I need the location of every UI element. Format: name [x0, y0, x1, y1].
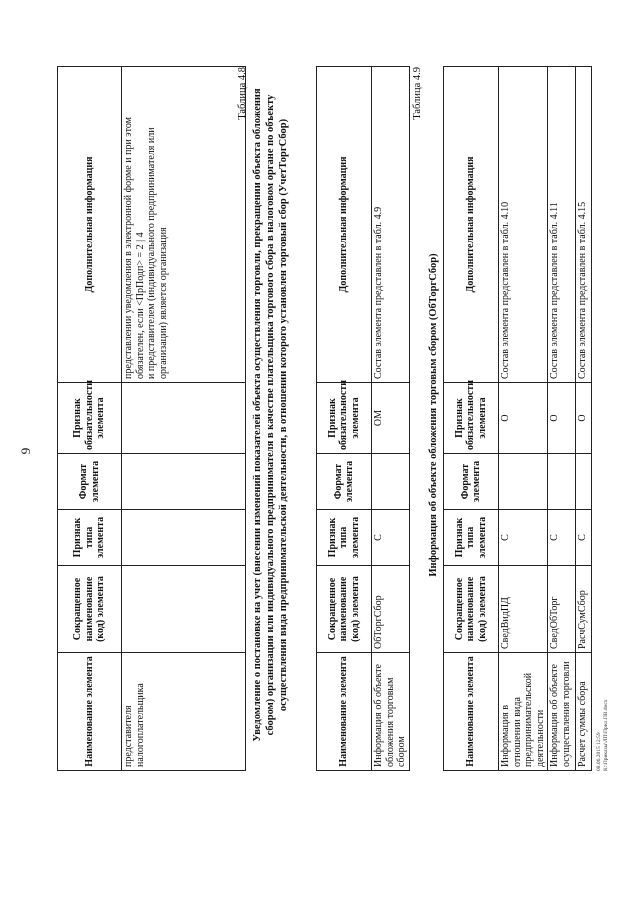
header-required: Признак обязательности элемента: [58, 383, 122, 454]
header-format: Формат элемента: [444, 454, 499, 510]
table-header-row: [444, 67, 499, 771]
cell-info: представлении уведомления в электронной форме и при этом обязателен, если <ПрПодп> = 2 | 4 и представителем (индивидуального предпринимателя или организации) является организация: [122, 67, 246, 383]
table-continuation: [57, 66, 246, 771]
header-info: Дополнительная информация: [317, 67, 372, 383]
table-4-8: [316, 66, 410, 771]
cell-info: Состав элемента представлен в табл. 4.10: [499, 67, 548, 383]
cell-code: [122, 566, 246, 653]
table-4-9-title: Информация об объекте обложения торговым сбором (ОбТоргСбор): [428, 253, 439, 577]
header-code: Сокращенное наименование (код) элемента: [58, 566, 122, 653]
cell-format: [499, 454, 548, 510]
cell-info: Состав элемента представлен в табл. 4.9: [372, 67, 410, 383]
table-row: [548, 67, 576, 771]
cell-name: Информация об объекте осуществления торговли: [548, 653, 576, 771]
table-row: [576, 67, 592, 771]
header-required: Признак обязательности элемента: [444, 383, 499, 454]
header-code: Сокращенное наименование (код) элемента: [317, 566, 372, 653]
cell-info: Состав элемента представлен в табл. 4.15: [576, 67, 592, 383]
file-stamp: [596, 611, 610, 771]
header-type: Признак типа элемента: [444, 510, 499, 566]
header-name: Наименование элемента: [58, 653, 122, 771]
cell-required: О: [548, 383, 576, 454]
page-number: 9: [18, 447, 33, 455]
table-4-8-label: Таблица 4.8: [237, 67, 248, 120]
table-4-9-label: Таблица 4.9: [412, 67, 423, 120]
cell-type: [122, 510, 246, 566]
cell-format: [122, 454, 246, 510]
cell-required: [122, 383, 246, 454]
cell-type: С: [548, 510, 576, 566]
cell-info: Состав элемента представлен в табл. 4.11: [548, 67, 576, 383]
header-format: Формат элемента: [58, 454, 122, 510]
header-name: Наименование элемента: [444, 653, 499, 771]
header-type: Признак типа элемента: [58, 510, 122, 566]
header-info: Дополнительная информация: [58, 67, 122, 383]
cell-code: СведОбТорг: [548, 566, 576, 653]
cell-name: Информация в отношении вида предпринимательской деятельности: [499, 653, 548, 771]
header-code: Сокращенное наименование (код) элемента: [444, 566, 499, 653]
cell-required: О: [499, 383, 548, 454]
cell-name: представителя налогоплательщика: [122, 653, 246, 771]
cell-required: ОМ: [372, 383, 410, 454]
cell-format: [576, 454, 592, 510]
cell-type: С: [576, 510, 592, 566]
cell-code: СведВидПД: [499, 566, 548, 653]
cell-name: Расчет суммы сбора: [576, 653, 592, 771]
cell-type: С: [372, 510, 410, 566]
table-header-row: [317, 67, 372, 771]
file-stamp-path: К:\Приказы\ЛП\Прил.ПВ.docx: [603, 699, 610, 771]
cell-code: ОбТоргСбор: [372, 566, 410, 653]
file-stamp-date: 08.06.2015 12:59: [596, 732, 602, 771]
cell-code: РасчСумСбор: [576, 566, 592, 653]
cell-required: О: [576, 383, 592, 454]
header-name: Наименование элемента: [317, 653, 372, 771]
cell-type: С: [499, 510, 548, 566]
header-info: Дополнительная информация: [444, 67, 499, 383]
header-format: Формат элемента: [317, 454, 372, 510]
table-row: [499, 67, 548, 771]
table-4-8-title: Уведомление о постановке на учет (внесении изменений показателей объекта осуществления торговли, прекращении объекта обложения сбором) организации или индивидуального предпринимателя в качестве плательщика торгового сбора в налоговом органе по объекту осуществления вида предпринимательской деятельности, в отношении которого установлен торговый сбор (УчетТоргСбор): [252, 88, 290, 742]
cell-name: Информация об объекте обложения торговым сбором: [372, 653, 410, 771]
table-4-9: [443, 66, 592, 771]
cell-format: [548, 454, 576, 510]
header-required: Признак обязательности элемента: [317, 383, 372, 454]
header-type: Признак типа элемента: [317, 510, 372, 566]
table-row: [372, 67, 410, 771]
cell-format: [372, 454, 410, 510]
table-header-row: [58, 67, 122, 771]
table-row: [122, 67, 246, 771]
